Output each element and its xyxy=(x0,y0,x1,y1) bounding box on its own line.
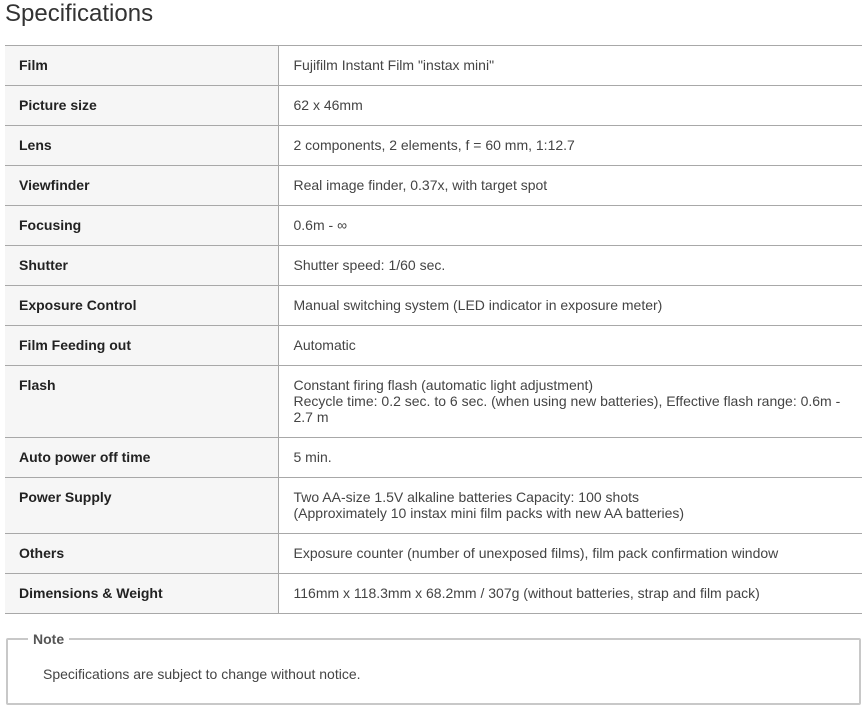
spec-row xyxy=(5,478,862,534)
spec-label: Viewfinder xyxy=(5,166,278,206)
spec-value-line: 5 min. xyxy=(293,449,332,465)
spec-row xyxy=(5,46,862,86)
note-box xyxy=(6,631,861,705)
spec-label: Others xyxy=(5,534,278,574)
spec-row xyxy=(5,86,862,126)
spec-label: Focusing xyxy=(5,206,278,246)
spec-value-line: Constant firing flash (automatic light adjustment) xyxy=(293,377,594,393)
spec-value xyxy=(278,438,862,478)
spec-value-line: 62 x 46mm xyxy=(293,97,363,113)
spec-value xyxy=(278,126,862,166)
spec-row xyxy=(5,206,862,246)
spec-value xyxy=(278,574,862,614)
spec-row xyxy=(5,534,862,574)
spec-value-line: Recycle time: 0.2 sec. to 6 sec. (when using new batteries), Effective flash range: 0.6m - 2.7 m xyxy=(293,393,841,425)
spec-value-line: Two AA-size 1.5V alkaline batteries Capacity: 100 shots xyxy=(293,489,640,505)
spec-label: Picture size xyxy=(5,86,278,126)
page-title: Specifications xyxy=(5,0,154,27)
spec-value xyxy=(278,86,862,126)
spec-row xyxy=(5,366,862,438)
spec-label: Dimensions & Weight xyxy=(5,574,278,614)
specifications-table xyxy=(5,45,862,614)
spec-label: Film Feeding out xyxy=(5,326,278,366)
spec-value-line: 116mm x 118.3mm x 68.2mm / 307g (without batteries, strap and film pack) xyxy=(293,585,760,601)
spec-label: Lens xyxy=(5,126,278,166)
spec-row xyxy=(5,438,862,478)
spec-label: Power Supply xyxy=(5,478,278,534)
spec-label: Exposure Control xyxy=(5,286,278,326)
spec-label: Shutter xyxy=(5,246,278,286)
spec-row xyxy=(5,246,862,286)
spec-label: Flash xyxy=(5,366,278,438)
spec-row xyxy=(5,166,862,206)
spec-row xyxy=(5,326,862,366)
spec-value-line: 0.6m - ∞ xyxy=(293,217,348,233)
spec-value-line: Exposure counter (number of unexposed films), film pack confirmation window xyxy=(293,545,779,561)
spec-value xyxy=(278,206,862,246)
spec-value xyxy=(278,246,862,286)
spec-row xyxy=(5,126,862,166)
spec-row xyxy=(5,286,862,326)
note-legend: Note xyxy=(28,630,69,648)
spec-value-line: Fujifilm Instant Film "instax mini" xyxy=(293,57,495,73)
spec-value-line: 2 components, 2 elements, f = 60 mm, 1:12.7 xyxy=(293,137,575,153)
spec-row xyxy=(5,574,862,614)
note-text: Specifications are subject to change without notice. xyxy=(43,666,361,682)
specifications-table-body xyxy=(5,46,862,614)
spec-value xyxy=(278,534,862,574)
spec-value xyxy=(278,326,862,366)
spec-value xyxy=(278,166,862,206)
spec-value-line: Automatic xyxy=(293,337,356,353)
spec-value-line: (Approximately 10 instax mini film packs with new AA batteries) xyxy=(293,505,685,521)
spec-label: Auto power off time xyxy=(5,438,278,478)
spec-value-line: Shutter speed: 1/60 sec. xyxy=(293,257,446,273)
spec-value xyxy=(278,366,862,438)
spec-value xyxy=(278,478,862,534)
spec-value xyxy=(278,46,862,86)
spec-value xyxy=(278,286,862,326)
spec-value-line: Real image finder, 0.37x, with target spot xyxy=(293,177,548,193)
spec-label: Film xyxy=(5,46,278,86)
spec-value-line: Manual switching system (LED indicator in exposure meter) xyxy=(293,297,663,313)
